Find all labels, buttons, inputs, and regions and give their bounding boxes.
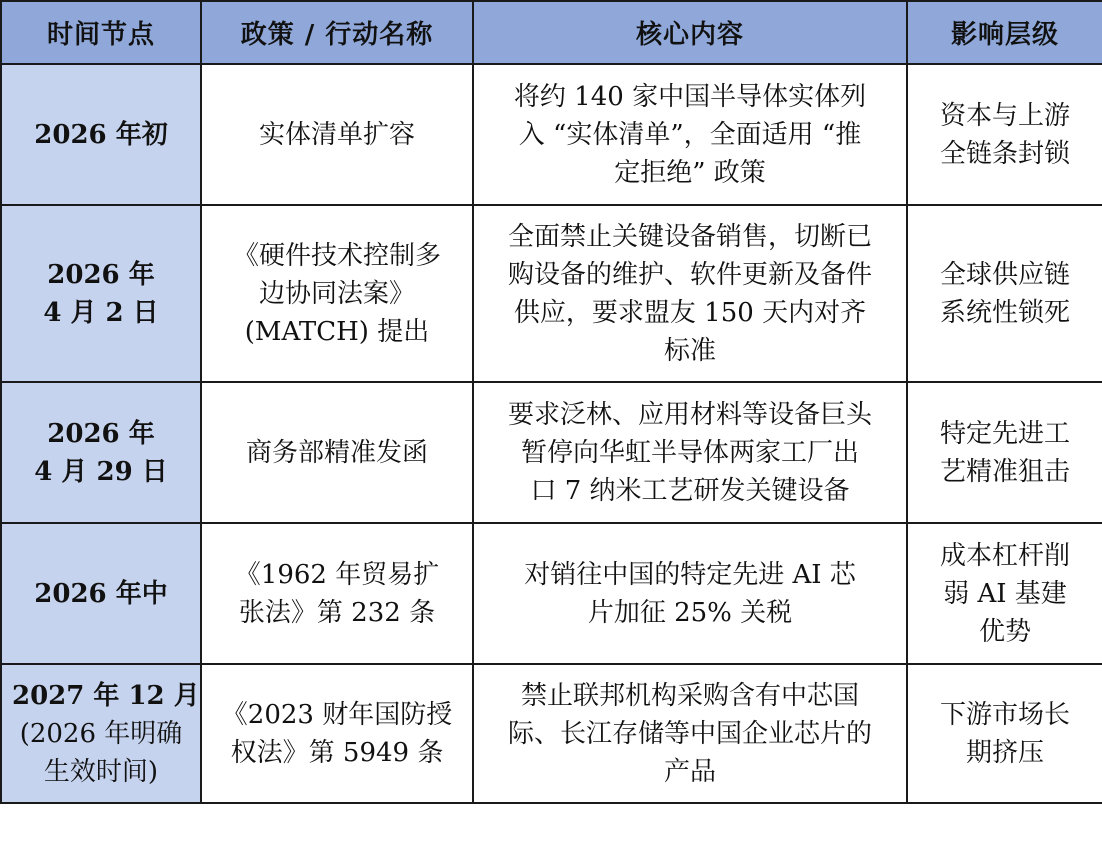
core-content-text: 入 “实体清单”，全面适用 “推 <box>518 119 862 150</box>
impact-level-text: 期挤压 <box>965 737 1044 768</box>
policy-name-text: 《1962 年贸易扩 <box>234 559 440 590</box>
policy-name-text: 商务部精准发函 <box>245 437 428 468</box>
header-row <box>1 1 1102 64</box>
core-content-text: 对销往中国的特定先进 AI 芯 <box>524 559 856 590</box>
policy-name-cell <box>201 523 473 664</box>
table-row <box>1 205 1102 382</box>
impact-level-cell <box>907 205 1102 382</box>
core-content-cell <box>473 523 907 664</box>
policy-name-text: (MATCH) 提出 <box>244 316 430 347</box>
time-cell <box>1 523 201 664</box>
impact-level-text: 成本杠杆削 <box>939 540 1070 571</box>
time-cell <box>1 664 201 803</box>
core-content-text: 定拒绝” 政策 <box>614 157 766 188</box>
impact-level-text: 全链条封锁 <box>939 138 1070 169</box>
impact-level-text: 下游市场长 <box>939 699 1070 730</box>
impact-level-cell <box>907 382 1102 523</box>
core-content-text: 产品 <box>663 756 716 787</box>
time-text: 4 月 29 日 <box>34 456 168 487</box>
impact-level-cell <box>907 664 1102 803</box>
core-content-text: 要求泛林、应用材料等设备巨头 <box>507 399 872 430</box>
time-text: 2027 年 12 月 <box>12 680 200 711</box>
policy-name-cell <box>201 205 473 382</box>
impact-level-text: 艺精准狙击 <box>939 456 1070 487</box>
policy-name-text: 权法》第 5949 条 <box>230 737 444 768</box>
impact-level-text: 特定先进工 <box>939 418 1070 449</box>
core-content-text: 口 7 纳米工艺研发关键设备 <box>530 475 850 506</box>
time-text: 2026 年中 <box>34 578 168 609</box>
table-row <box>1 664 1102 803</box>
policy-name-cell <box>201 64 473 205</box>
policy-name-text: 实体清单扩容 <box>258 119 415 150</box>
impact-level-text: 弱 AI 基建 <box>943 578 1067 609</box>
core-content-text: 片加征 25% 关税 <box>587 597 793 628</box>
policy-name-cell <box>201 664 473 803</box>
header-time: 时间节点 <box>1 1 201 64</box>
time-text: 2026 年 <box>47 259 155 290</box>
core-content-text: 标准 <box>663 335 716 366</box>
policy-name-text: 《2023 财年国防授 <box>221 699 453 730</box>
time-cell <box>1 382 201 523</box>
header-core-content: 核心内容 <box>473 1 907 64</box>
core-content-text: 禁止联邦机构采购含有中芯国 <box>520 680 859 711</box>
impact-level-text: 资本与上游 <box>939 100 1070 131</box>
core-content-text: 将约 140 家中国半导体实体列 <box>513 81 867 112</box>
core-content-cell <box>473 664 907 803</box>
core-content-text: 全面禁止关键设备销售，切断已 <box>507 221 872 252</box>
core-content-text: 供应，要求盟友 150 天内对齐 <box>513 297 867 328</box>
impact-level-text: 优势 <box>978 616 1031 647</box>
time-cell <box>1 64 201 205</box>
table-row <box>1 382 1102 523</box>
core-content-text: 际、长江存储等中国企业芯片的 <box>507 718 872 749</box>
core-content-text: 暂停向华虹半导体两家工厂出 <box>520 437 859 468</box>
time-text: 4 月 2 日 <box>43 297 159 328</box>
impact-level-cell <box>907 523 1102 664</box>
policy-name-text: 张法》第 232 条 <box>238 597 436 628</box>
policy-name-text: 《硬件技术控制多 <box>232 240 441 271</box>
core-content-cell <box>473 64 907 205</box>
time-text: 2026 年 <box>47 418 155 449</box>
table-row <box>1 64 1102 205</box>
table-row <box>1 523 1102 664</box>
time-note-text: 生效时间) <box>43 756 159 787</box>
impact-level-text: 系统性锁死 <box>939 297 1070 328</box>
impact-level-cell <box>907 64 1102 205</box>
header-policy-name: 政策 / 行动名称 <box>201 1 473 64</box>
impact-level-text: 全球供应链 <box>939 259 1070 290</box>
time-cell <box>1 205 201 382</box>
time-note-text: (2026 年明确 <box>19 718 183 749</box>
policy-name-text: 边协同法案》 <box>258 278 415 309</box>
policy-name-cell <box>201 382 473 523</box>
header-impact-level: 影响层级 <box>907 1 1102 64</box>
core-content-cell <box>473 205 907 382</box>
core-content-cell <box>473 382 907 523</box>
time-text: 2026 年初 <box>34 119 168 150</box>
core-content-text: 购设备的维护、软件更新及备件 <box>507 259 872 290</box>
